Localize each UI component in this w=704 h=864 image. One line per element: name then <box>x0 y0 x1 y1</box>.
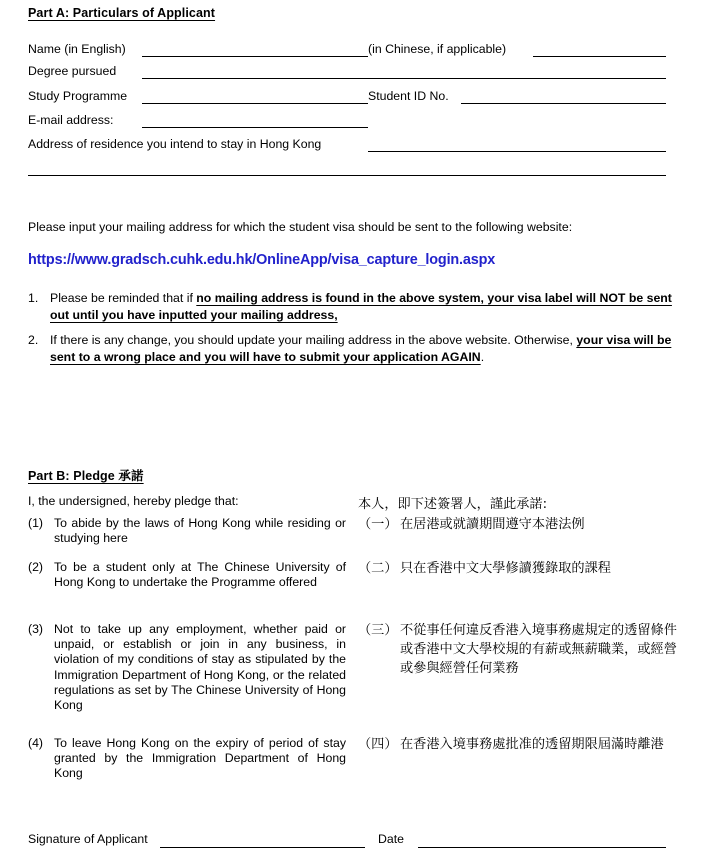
pledge-chinese-column <box>358 621 678 678</box>
mailing-notice-item-1 <box>28 290 676 323</box>
pledge-text-chinese: 在香港入境事務處批准的透留期限屆滿時離港 <box>400 737 664 752</box>
notice-plain-lead: If there is any change, you should update your mailing address in the above website. Otherwise, <box>50 333 577 347</box>
notice-plain-lead: Please be reminded that if <box>50 291 197 305</box>
label-email-address: E-mail address: <box>28 113 114 127</box>
field-student-id[interactable] <box>461 103 666 104</box>
pledge-text-chinese: 不從事任何違反香港入境事務處規定的透留條件或香港中文大學校規的有薪或無薪職業，或經營或參與經營任何業務 <box>400 623 677 676</box>
pledge-marker-english: (4) <box>28 736 44 750</box>
pledge-english-column <box>28 560 346 590</box>
label-name-chinese: (in Chinese, if applicable) <box>368 42 507 56</box>
field-email-address[interactable] <box>142 127 368 128</box>
pledge-intro-english: I, the undersigned, hereby pledge that: <box>28 494 239 508</box>
pledge-marker-english: (2) <box>28 560 44 574</box>
part-a-title: Part A: Particulars of Applicant <box>28 6 216 20</box>
field-date[interactable] <box>418 847 666 848</box>
field-address-of-residence[interactable] <box>368 151 666 152</box>
label-address-of-residence: Address of residence you intend to stay in Hong Kong <box>28 137 322 151</box>
mailing-notice-list <box>28 290 676 374</box>
field-signature[interactable] <box>160 847 365 848</box>
pledge-text-chinese: 在居港或就讀期間遵守本港法例 <box>400 517 585 532</box>
mailing-notice-item-2 <box>28 332 676 365</box>
pledge-marker-english: (3) <box>28 622 44 636</box>
signature-row <box>28 832 148 846</box>
signature-label: Signature of Applicant <box>28 832 148 846</box>
label-student-id: Student ID No. <box>368 89 449 103</box>
notice-emphasis: your visa will be sent to a wrong place and you will have to submit your application AGAIN <box>50 333 672 364</box>
notice-emphasis: no mailing address is found in the above system, your visa label will NOT be sent out until you have inputted your mailing address, <box>50 291 672 322</box>
part-b-title: Part B: Pledge 承諾 <box>28 469 144 483</box>
field-name-english[interactable] <box>142 56 368 57</box>
pledge-text-english: To be a student only at The Chinese University of Hong Kong to undertake the Programme offered <box>54 560 346 590</box>
pledge-marker-chinese: （二） <box>358 561 398 576</box>
field-address-of-residence-line2[interactable] <box>28 175 666 176</box>
field-study-programme[interactable] <box>142 103 368 104</box>
mailing-address-intro: Please input your mailing address for which the student visa should be sent to the following website: <box>28 220 573 234</box>
pledge-english-column <box>28 736 346 782</box>
label-name-english: Name (in English) <box>28 42 126 56</box>
list-marker: 1. <box>28 291 39 305</box>
pledge-text-chinese: 只在香港中文大學修讀獲錄取的課程 <box>400 561 611 576</box>
pledge-marker-english: (1) <box>28 516 44 530</box>
pledge-marker-chinese: （三） <box>358 623 398 638</box>
pledge-text-english: Not to take up any employment, whether paid or unpaid, or establish or join in any business, in violation of my conditions of stay as stipulated by the Immigration Department of Hong Kong, or the related regulations as set by The Chinese University of Hong Kong <box>54 622 346 713</box>
date-label: Date <box>378 832 404 846</box>
label-study-programme: Study Programme <box>28 89 128 103</box>
pledge-item-3 <box>28 622 676 726</box>
visa-capture-login-link[interactable]: https://www.gradsch.cuhk.edu.hk/OnlineApp/visa_capture_login.aspx <box>28 252 496 268</box>
field-name-chinese[interactable] <box>533 56 666 57</box>
pledge-english-column <box>28 516 346 546</box>
notice-plain-tail: . <box>480 349 485 364</box>
pledge-marker-chinese: （四） <box>358 737 398 752</box>
pledge-english-column <box>28 622 346 713</box>
pledge-item-1 <box>28 516 676 550</box>
field-degree-pursued[interactable] <box>142 78 666 79</box>
pledge-chinese-column <box>358 515 678 534</box>
pledge-chinese-column <box>358 559 678 578</box>
pledge-chinese-column <box>358 735 678 754</box>
pledge-intro-chinese: 本人，即下述簽署人，謹此承諾: <box>358 497 548 512</box>
pledge-text-english: To abide by the laws of Hong Kong while residing or studying here <box>54 516 346 546</box>
pledge-marker-chinese: （一） <box>358 517 398 532</box>
pledge-intro-row <box>28 494 676 516</box>
pledge-section <box>28 494 676 798</box>
pledge-item-4 <box>28 736 676 788</box>
pledge-text-english: To leave Hong Kong on the expiry of period of stay granted by the Immigration Department of Hong Kong <box>54 736 346 781</box>
list-marker: 2. <box>28 333 39 347</box>
label-degree-pursued: Degree pursued <box>28 64 117 78</box>
pledge-item-2 <box>28 560 676 612</box>
